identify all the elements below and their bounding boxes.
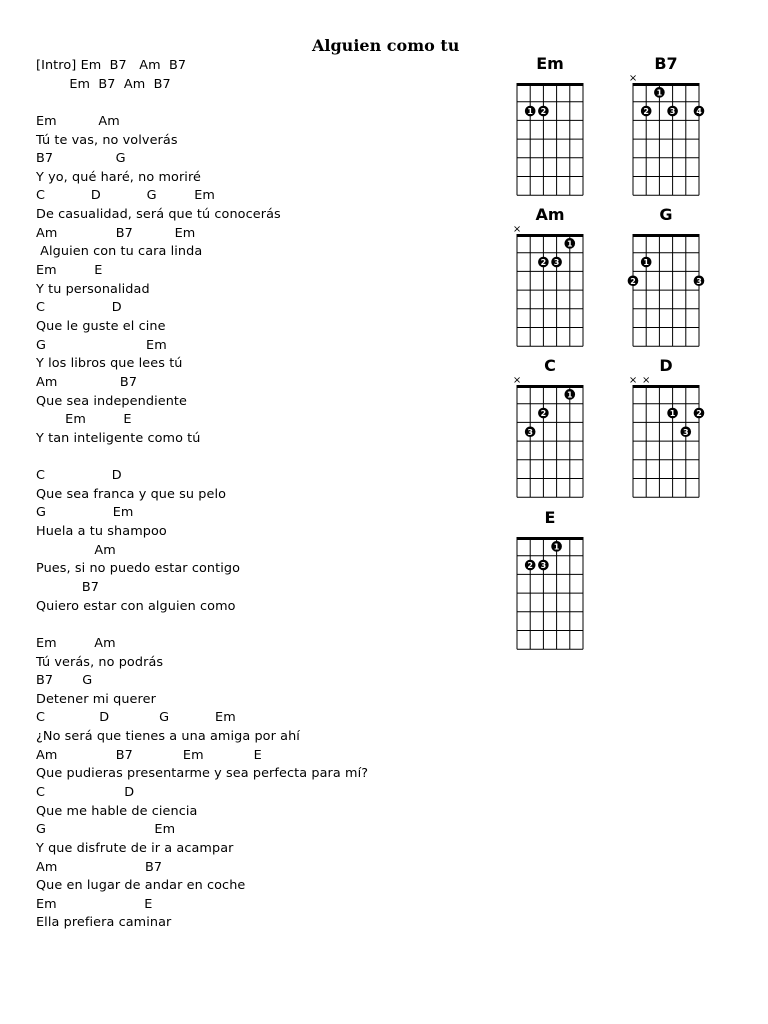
song-title: Alguien como tu bbox=[312, 36, 460, 55]
finger-dot bbox=[694, 408, 705, 419]
nut bbox=[517, 83, 583, 86]
nut bbox=[633, 234, 699, 237]
finger-number: 4 bbox=[696, 107, 702, 117]
lyric-line: Y tan inteligente como tú bbox=[36, 430, 201, 446]
finger-number: 2 bbox=[540, 409, 547, 419]
lyric-line: Y los libros que lees tú bbox=[36, 356, 183, 372]
lyric-line: Am B7 bbox=[36, 374, 138, 390]
muted-string-icon: × bbox=[642, 375, 651, 386]
finger-dot bbox=[551, 257, 562, 268]
lyric-line: C D bbox=[36, 300, 122, 316]
lyric-line: ¿No será que tienes a una amiga por ahí bbox=[36, 729, 300, 745]
chord-name: G bbox=[659, 205, 673, 224]
nut bbox=[633, 83, 699, 86]
muted-string-icon: × bbox=[512, 375, 522, 386]
finger-number: 3 bbox=[669, 107, 676, 117]
finger-number: 1 bbox=[553, 542, 560, 552]
lyric-line: Am B7 Em E bbox=[36, 747, 262, 763]
lyric-line: Que pudieras presentarme y sea perfecta para mí? bbox=[36, 766, 369, 782]
chord-diagram-d bbox=[629, 357, 703, 497]
finger-dot bbox=[681, 426, 692, 437]
lyric-line bbox=[36, 448, 476, 467]
nut bbox=[517, 385, 583, 388]
finger-dot bbox=[641, 106, 652, 117]
finger-number: 2 bbox=[527, 561, 533, 571]
fretboard bbox=[513, 377, 587, 503]
lyric-line: Pues, si no puedo estar contigo bbox=[36, 561, 241, 577]
lyric-line: Em E bbox=[36, 412, 132, 428]
lyric-line: Y que disfrute de ir a acampar bbox=[36, 840, 234, 856]
finger-dot bbox=[565, 238, 576, 249]
chord-name: C bbox=[544, 356, 556, 375]
finger-number: 2 bbox=[696, 409, 702, 419]
finger-number: 1 bbox=[567, 239, 573, 249]
fretboard bbox=[629, 75, 703, 201]
lyric-line bbox=[36, 94, 476, 113]
finger-number: 2 bbox=[540, 107, 547, 117]
lyric-line: C D bbox=[36, 468, 122, 484]
chord-name: E bbox=[544, 508, 556, 527]
lyric-line: B7 G bbox=[36, 673, 93, 689]
lyrics-block bbox=[36, 57, 476, 933]
finger-number: 1 bbox=[527, 107, 533, 117]
lyric-line: C D G Em bbox=[36, 710, 236, 726]
finger-number: 1 bbox=[643, 258, 649, 268]
finger-number: 3 bbox=[696, 276, 702, 286]
muted-string-icon: × bbox=[512, 224, 522, 235]
finger-dot bbox=[667, 408, 678, 419]
finger-number: 3 bbox=[553, 258, 560, 268]
lyric-line: Em E bbox=[36, 896, 153, 912]
finger-number: 2 bbox=[540, 258, 547, 268]
finger-dot bbox=[654, 87, 665, 98]
fretboard bbox=[513, 529, 587, 655]
finger-number: 2 bbox=[643, 107, 649, 117]
finger-number: 1 bbox=[669, 409, 676, 419]
lyric-line: Am B7 Em bbox=[36, 225, 196, 241]
lyric-line: C D G Em bbox=[36, 188, 215, 204]
finger-number: 2 bbox=[630, 276, 636, 286]
finger-number: 1 bbox=[656, 88, 663, 98]
lyric-line: Alguien con tu cara linda bbox=[36, 244, 203, 260]
fretboard bbox=[629, 226, 703, 352]
chord-name: B7 bbox=[654, 54, 678, 73]
lyric-line: Am bbox=[36, 542, 116, 558]
lyric-line: Ella prefiera caminar bbox=[36, 915, 172, 931]
lyric-line: Que en lugar de andar en coche bbox=[36, 878, 246, 894]
finger-dot bbox=[525, 560, 536, 571]
muted-string-icon: × bbox=[628, 375, 638, 386]
chord-diagram-g bbox=[629, 206, 703, 346]
lyric-line: Que le guste el cine bbox=[36, 318, 166, 334]
lyric-line: G Em bbox=[36, 505, 134, 521]
finger-dot bbox=[525, 426, 536, 437]
lyric-line: Em Am bbox=[36, 113, 120, 129]
finger-dot bbox=[667, 106, 678, 117]
lyric-line: G Em bbox=[36, 822, 176, 838]
finger-dot bbox=[538, 408, 549, 419]
lyric-line: B7 G bbox=[36, 151, 126, 167]
lyric-line: Que sea independiente bbox=[36, 393, 187, 409]
fretboard bbox=[513, 226, 587, 352]
finger-dot bbox=[551, 541, 562, 552]
finger-dot bbox=[641, 257, 652, 268]
lyric-line: Em Am bbox=[36, 635, 116, 651]
chord-name: Em bbox=[536, 54, 564, 73]
finger-number: 3 bbox=[683, 427, 689, 437]
finger-dot bbox=[538, 257, 549, 268]
lyric-line: Em E bbox=[36, 263, 103, 279]
lyric-line: B7 bbox=[36, 579, 99, 595]
lyric-line: Detener mi querer bbox=[36, 691, 156, 707]
lyric-line: Quiero estar con alguien como bbox=[36, 598, 236, 614]
lyric-line: G Em bbox=[36, 337, 167, 353]
chord-name: Am bbox=[535, 205, 565, 224]
lyric-line: Huela a tu shampoo bbox=[36, 524, 167, 540]
lyric-line: Tú verás, no podrás bbox=[36, 654, 164, 670]
finger-dot bbox=[694, 275, 705, 286]
chord-diagram-am bbox=[513, 206, 587, 346]
lyric-line: C D bbox=[36, 784, 135, 800]
lyric-line: Que me hable de ciencia bbox=[36, 803, 198, 819]
chord-name: D bbox=[659, 356, 673, 375]
finger-number: 1 bbox=[567, 390, 573, 400]
lyric-line: Y tu personalidad bbox=[36, 281, 150, 297]
lyric-line: Em B7 Am B7 bbox=[36, 76, 171, 92]
lyric-line: [Intro] Em B7 Am B7 bbox=[36, 58, 187, 73]
finger-dot bbox=[525, 106, 536, 117]
lyric-line: Que sea franca y que su pelo bbox=[36, 486, 227, 502]
finger-number: 3 bbox=[527, 427, 533, 437]
lyric-line bbox=[36, 616, 476, 635]
fretboard bbox=[629, 377, 703, 503]
chord-diagram-e bbox=[513, 509, 587, 649]
lyric-line: De casualidad, será que tú conocerás bbox=[36, 207, 281, 223]
nut bbox=[517, 234, 583, 237]
nut bbox=[517, 537, 583, 540]
finger-dot bbox=[694, 106, 705, 117]
chord-diagram-b7 bbox=[629, 55, 703, 195]
finger-dot bbox=[628, 275, 639, 286]
chord-diagram-c bbox=[513, 357, 587, 497]
lyric-line: Am B7 bbox=[36, 859, 163, 875]
finger-dot bbox=[538, 106, 549, 117]
muted-string-icon: × bbox=[628, 73, 638, 84]
lyric-line: Y yo, qué haré, no moriré bbox=[36, 169, 202, 185]
lyric-line: Tú te vas, no volverás bbox=[36, 132, 178, 148]
finger-dot bbox=[538, 560, 549, 571]
finger-dot bbox=[565, 389, 576, 400]
fretboard bbox=[513, 75, 587, 201]
chord-diagram-em bbox=[513, 55, 587, 195]
finger-number: 3 bbox=[540, 561, 547, 571]
